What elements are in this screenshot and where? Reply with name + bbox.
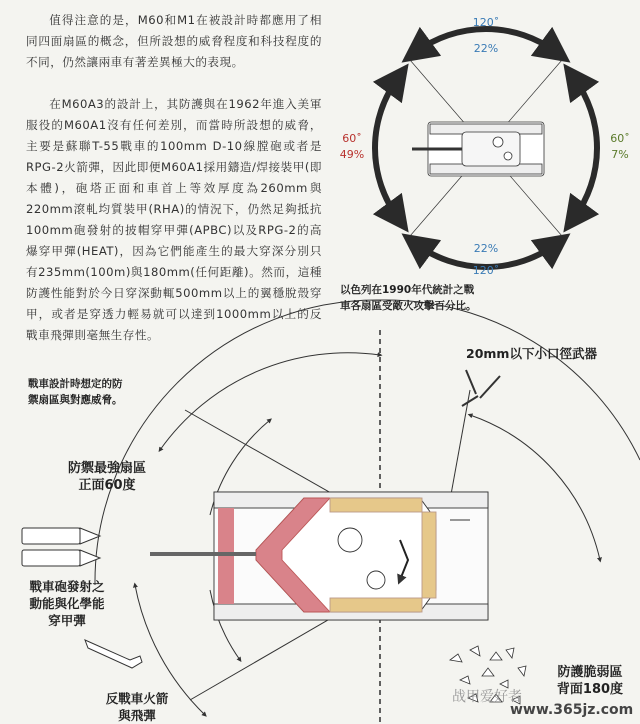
front-angle-label: 120˚	[472, 16, 500, 29]
ammo-icons	[22, 528, 100, 566]
paragraph-1: 值得注意的是，M60和M1在被設計時都應用了相同四面扇區的概念，但所設想的威脅程度和科技程度的不同，仍然讓兩車有著差異極大的表現。	[26, 13, 322, 69]
front-pct-label: 22%	[473, 42, 499, 55]
tank-rounds-label: 戰車砲發射之 動能與化學能 穿甲彈	[29, 579, 105, 628]
atgm-label: 反戰車火箭 與飛彈	[105, 691, 169, 723]
rear-sector-label: 防護脆弱區 背面180度	[556, 665, 624, 697]
front-sector-label: 防禦最強扇區 正面60度	[67, 461, 146, 493]
left-pct-label: 49%	[339, 148, 365, 161]
rear-pct-label: 22%	[473, 242, 499, 255]
sector-caption: 以色列在1990年代統計之戰車各扇區受敵火攻擊百分比。	[340, 284, 477, 312]
watermark-name: 战甲爱好者	[452, 689, 522, 705]
right-pct-label: 7%	[611, 148, 629, 161]
rocket-icon	[85, 640, 142, 668]
left-angle-label: 60˚	[342, 132, 362, 145]
tank-icon-small	[412, 122, 544, 176]
paragraph-2: 在M60A3的設計上，其防護與在1962年進入美軍服役的M60A1沒有任何差別，而當時所設想的威脅，主要是蘇聯T-55戰車的100mm D-10線膛砲或者是RPG-2火箭彈，因此即便M60A1採用鑄造/焊接裝甲(即本體)，砲塔正面和車首上等效厚度為260mm與220mm滾軋均質裝甲(RHA)的情況下，仍然足夠抵抗100mm砲發射的披帽穿甲彈(APBC)以及RPG-2的高爆穿甲彈(HEAT)，因為它們能產生的最大穿深分別只有235mm(100m)與180mm(任何距離)。然而，這種防護性能對於今日穿深動輒500mm以上的翼穩脫殼穿甲，或者是穿透力輕易就可以達到1000mm以上的反戰車飛彈則毫無生存性。	[26, 97, 322, 342]
tank-topview	[150, 492, 488, 620]
tank-diagram-caption: 戰車設計時想定的防禦扇區與對應威脅。	[28, 378, 123, 406]
small-arms-label: 20mm以下小口徑武器	[466, 346, 597, 361]
rear-angle-label: 120˚	[472, 264, 500, 277]
watermark-site: www.365jz.com	[510, 702, 634, 718]
right-angle-label: 60˚	[610, 132, 630, 145]
